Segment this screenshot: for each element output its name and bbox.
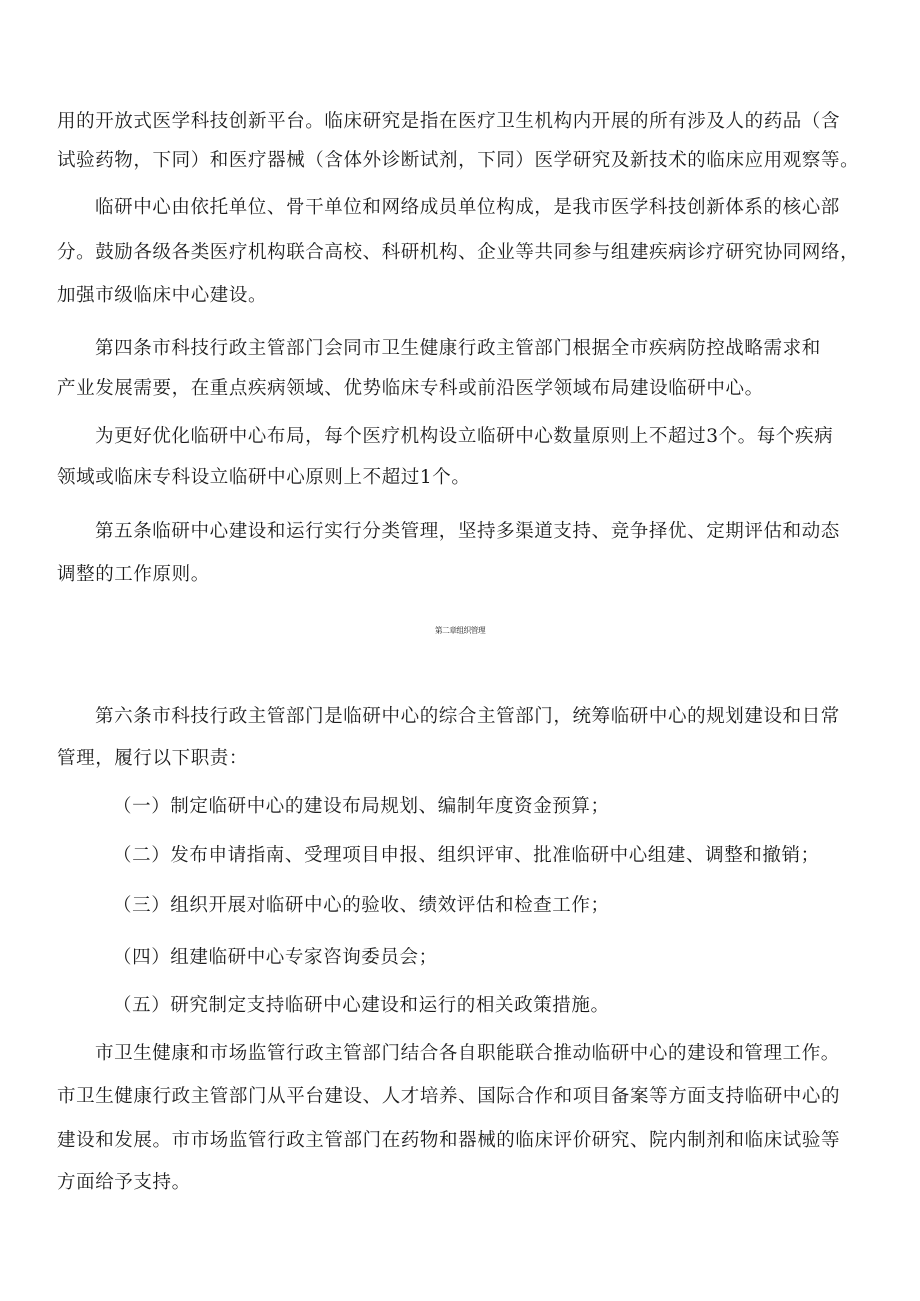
text-line: 调整的工作原则。 [57,564,210,585]
chapter-heading: 第二章组织管理 [434,626,486,635]
text-line: 方面给予支持。 [57,1172,191,1193]
text-line: 第四条市科技行政主管部门会同市卫生健康行政主管部门根据全市疾病防控战略需求和 [95,338,821,359]
text-line: 第五条临研中心建设和运行实行分类管理，坚持多渠道支持、竞争择优、定期评估和动态 [95,521,840,542]
text-line: 第六条市科技行政主管部门是临研中心的综合主管部门，统筹临研中心的规划建设和日常 [95,706,840,727]
text-line: 市卫生健康和市场监管行政主管部门结合各自职能联合推动临研中心的建设和管理工作。 [95,1043,840,1064]
text-line: 产业发展需要，在重点疾病领域、优势临床专科或前沿医学领域布局建设临研中心。 [57,378,764,399]
text-line: 临研中心由依托单位、骨干单位和网络成员单位构成，是我市医学科技创新体系的核心部 [95,197,840,218]
text-line: 分。鼓励各级各类医疗机构联合高校、科研机构、企业等共同参与组建疾病诊疗研究协同网络， [57,242,860,263]
list-item: （三）组织开展对临研中心的验收、绩效评估和检查工作； [113,895,610,916]
text-line: 试验药物，下同）和医疗器械（含体外诊断试剂，下同）医学研究及新技术的临床应用观察等。 [57,150,860,171]
text-line: 为更好优化临研中心布局，每个医疗机构设立临研中心数量原则上不超过3个。每个疾病 [95,426,834,447]
list-item: （五）研究制定支持临研中心建设和运行的相关政策措施。 [113,995,610,1016]
text-line: 用的开放式医学科技创新平台。临床研究是指在医疗卫生机构内开展的所有涉及人的药品（含 [57,111,841,132]
text-line: 加强市级临床中心建设。 [57,285,268,306]
text-line: 建设和发展。市市场监管行政主管部门在药物和器械的临床评价研究、院内制剂和临床试验等 [57,1130,841,1151]
list-item: （四）组建临研中心专家咨询委员会； [113,947,438,968]
list-item: （一）制定临研中心的建设布局规划、编制年度资金预算； [113,796,610,817]
text-line: 领域或临床专科设立临研中心原则上不超过1个。 [57,467,471,488]
text-line: 管理，履行以下职责： [57,748,249,769]
text-line: 市卫生健康行政主管部门从平台建设、人才培养、国际合作和项目备案等方面支持临研中心的 [57,1086,841,1107]
list-item: （二）发布申请指南、受理项目申报、组织评审、批准临研中心组建、调整和撤销； [113,845,820,866]
